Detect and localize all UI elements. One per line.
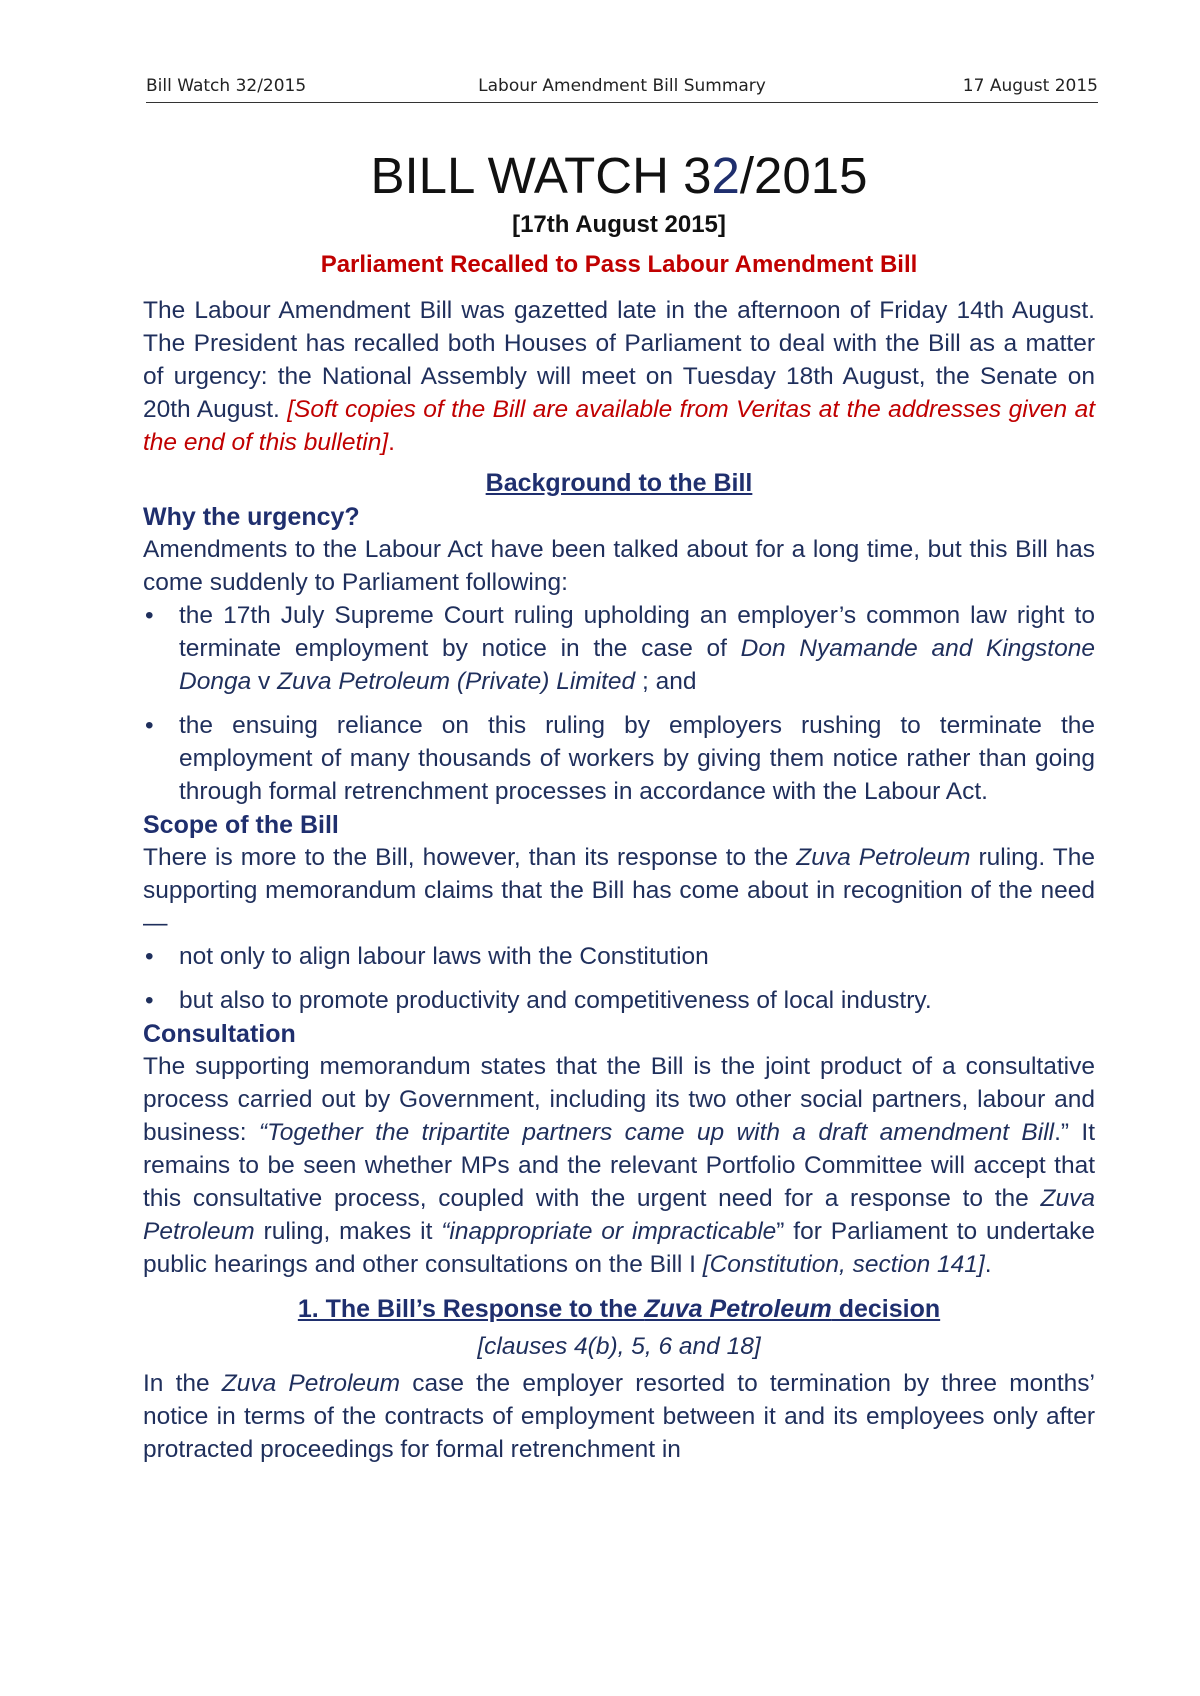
case-party-1: Don Nyamande and Kingstone Donga [179,635,1095,695]
section-1-paragraph [143,1367,1095,1466]
section-1-clauses: [clauses 4(b), 5, 6 and 18] [477,1333,761,1360]
intro-end: . [388,429,395,456]
scope-heading: Scope of the Bill [143,811,339,839]
bullet-icon: • [145,987,154,1014]
list-item [143,940,1095,973]
document-title [143,148,1095,204]
urgency-list [143,599,1095,808]
bullet-text: the 17th July Supreme Court ruling upholding an employer’s common law right to terminate employment by notice in the case of [179,602,1095,662]
scope-list [143,940,1095,1017]
intro-note: [Soft copies of the Bill are available from Veritas at the addresses given at the end of this bulletin] [143,396,1095,456]
header-center: Labour Amendment Bill Summary [478,76,766,96]
bullet-text: the ensuing reliance on this ruling by employers rushing to terminate the employment of many thousands of workers by giving them notice rather than going through formal retrenchment processes in accordance with the Labour Act. [179,712,1095,805]
scope-text: ruling. The supporting memorandum claims that the Bill has come about in recognition of the need— [143,844,1096,937]
page-header [146,76,1098,103]
section-1-text: In the [143,1370,222,1397]
urgency-paragraph: Amendments to the Labour Act have been talked about for a long time, but this Bill has come suddenly to Parliament following: [143,536,1095,596]
section-1-case-name: Zuva Petroleum [221,1370,401,1397]
document-subtitle: Parliament Recalled to Pass Labour Amendment Bill [320,251,918,278]
consultation-text: . [984,1251,992,1278]
bullet-text: v [251,668,278,695]
bullet-icon: • [145,712,154,739]
section-1-text: case the employer resorted to termination by three months’ notice in terms of the contracts of employment between it and its employees only after protracted proceedings for formal retrenchment in [143,1370,1095,1463]
consultation-text: ” for Parliament to undertake public hearings and other consultations on the Bill I [143,1218,1095,1278]
title-part-1: BILL WATCH 3 [370,147,712,204]
urgency-heading: Why the urgency? [143,503,360,531]
section-1-case-name: Zuva Petroleum [644,1295,832,1323]
intro-paragraph [143,294,1095,459]
bullet-icon: • [145,943,154,970]
scope-text: There is more to the Bill, however, than its response to the [143,844,797,871]
header-left: Bill Watch 32/2015 [146,76,307,96]
bullet-text: ; and [635,668,697,695]
scope-paragraph [143,841,1095,940]
scope-case-name: Zuva Petroleum [796,844,971,871]
section-1-heading [143,1293,1095,1325]
background-heading: Background to the Bill [485,469,753,497]
document-date: [17th August 2015] [512,211,726,238]
consultation-text: The supporting memorandum states that the Bill is the joint product of a consultative process carried out by Government, including its two other social partners, labour and business: [143,1053,1095,1146]
consultation-case-name: Zuva Petroleum [143,1185,1095,1245]
intro-text: The Labour Amendment Bill was gazetted late in the afternoon of Friday 14th August. The President has recalled both Houses of Parliament to deal with the Bill as a matter of urgency: the National Assembly will meet on Tuesday 18th August, the Senate on 20th August. [143,297,1095,423]
list-item [143,709,1095,808]
consultation-text: ruling, makes it [254,1218,442,1245]
section-1-title-text: 1. The Bill’s Response to the [297,1295,645,1323]
bullet-text: but also to promote productivity and competitiveness of local industry. [179,987,932,1014]
consultation-text: .” It remains to be seen whether MPs and the relevant Portfolio Committee will accept that this consultative process, coupled with the urgent need for a response to the [143,1119,1095,1212]
document-body [143,148,1095,1466]
list-item [143,599,1095,698]
section-1-title-text: decision [831,1295,941,1323]
title-part-3: /2015 [739,147,868,204]
case-party-2: Zuva Petroleum (Private) Limited [277,668,636,695]
bullet-icon: • [145,602,154,629]
header-right: 17 August 2015 [962,76,1098,96]
bullet-text: not only to align labour laws with the Constitution [179,943,709,970]
consultation-quote: “Together the tripartite partners came up with a draft amendment Bill [258,1119,1055,1146]
list-item [143,984,1095,1017]
constitution-reference: [Constitution, section 141] [702,1251,985,1278]
title-part-2: 2 [711,147,740,204]
consultation-heading: Consultation [143,1020,296,1048]
consultation-quote: “inappropriate or impracticable [441,1218,777,1245]
consultation-paragraph [143,1050,1095,1281]
